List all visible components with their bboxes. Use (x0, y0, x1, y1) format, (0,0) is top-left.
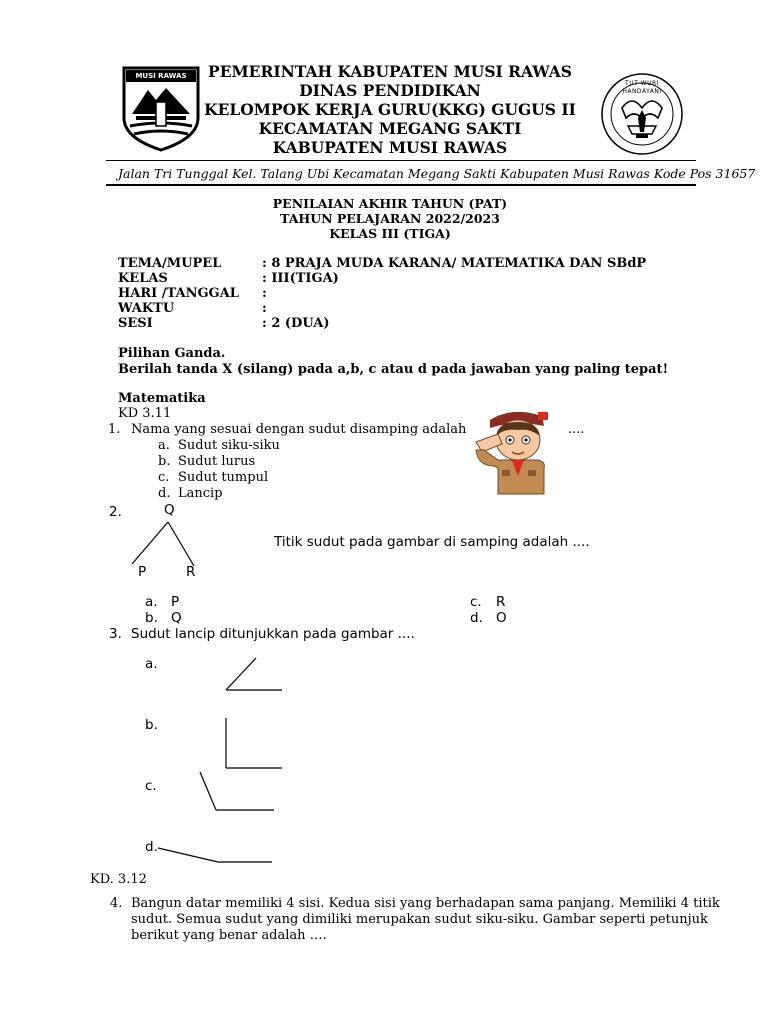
option-letter: b. (158, 454, 171, 469)
exam-class: KELAS III (TIGA) (329, 226, 451, 241)
option-text: O (496, 610, 507, 626)
scout-saluting-illustration (468, 406, 560, 498)
q2-number: 2. (109, 504, 122, 520)
q2-option-b[interactable] (145, 610, 182, 626)
info-label-hari: HARI /TANGGAL (118, 286, 239, 301)
instructions-title: Pilihan Ganda. (118, 346, 226, 361)
kd-3-11: KD 3.11 (118, 406, 172, 421)
tut-wuri-handayani-logo (600, 72, 684, 156)
q4-number: 4. (110, 896, 123, 911)
q1-option-b[interactable] (158, 454, 255, 470)
option-letter: b. (145, 610, 158, 626)
option-letter: c. (158, 470, 170, 485)
info-label-tema: TEMA/MUPEL (118, 256, 222, 271)
kd-3-12: KD. 3.12 (90, 872, 147, 887)
q2-option-d[interactable] (470, 610, 507, 626)
q2-point-r: R (186, 564, 196, 580)
q1-number: 1. (108, 422, 121, 437)
q3-option-d[interactable]: d. (145, 839, 158, 855)
q4-line-3: berikut yang benar adalah …. (131, 928, 327, 943)
q2-vertex-label: Q (164, 502, 175, 518)
option-text: Q (171, 610, 182, 626)
header-rule-bottom (106, 184, 696, 186)
q3-figure-c-obtuse-angle (198, 770, 288, 816)
option-text: Sudut siku-siku (178, 438, 280, 453)
q3-option-b[interactable]: b. (145, 717, 158, 733)
option-letter: d. (158, 486, 171, 501)
q3-figure-a-acute-angle (224, 656, 294, 696)
tut-wuri-handayani-text: TUT WURI HANDAYANI (622, 80, 662, 95)
info-value-kelas: : III(TIGA) (262, 271, 339, 286)
header-line-1: PEMERINTAH KABUPATEN MUSI RAWAS (208, 62, 572, 81)
school-address: Jalan Tri Tunggal Kel. Talang Ubi Kecamatan Megang Sakti Kabupaten Musi Rawas Kode Pos 31657 (118, 166, 756, 181)
info-value-waktu: : (262, 301, 267, 316)
header-line-2: DINAS PENDIDIKAN (299, 81, 481, 100)
q4-line-2: sudut. Semua sudut yang dimiliki merupakan sudut siku-siku. Gambar seperti petunjuk (131, 912, 708, 927)
q1-option-a[interactable] (158, 438, 280, 454)
q3-figure-d-obtuse-angle (156, 844, 286, 868)
info-value-sesi: : 2 (DUA) (262, 316, 330, 331)
option-letter: a. (145, 594, 158, 610)
option-letter: c. (470, 594, 482, 610)
q4-line-1: Bangun datar memiliki 4 sisi. Kedua sisi yang berhadapan sama panjang. Memiliki 4 titik (131, 896, 720, 911)
q3-option-c[interactable]: c. (145, 778, 157, 794)
info-label-kelas: KELAS (118, 271, 168, 286)
option-text: P (171, 594, 180, 610)
header-line-3: KELOMPOK KERJA GURU(KKG) GUGUS II (204, 100, 576, 119)
exam-title: PENILAIAN AKHIR TAHUN (PAT) (272, 196, 508, 211)
header-rule-top (106, 160, 696, 161)
option-text: Sudut tumpul (178, 470, 269, 485)
q1-text: Nama yang sesuai dengan sudut disamping adalah (131, 422, 467, 437)
q2-text: Titik sudut pada gambar di samping adalah .... (274, 534, 590, 550)
q3-figure-b-right-angle (224, 716, 294, 772)
q2-point-p: P (138, 564, 147, 580)
q3-text: Sudut lancip ditunjukkan pada gambar .... (131, 626, 415, 642)
option-text: Sudut lurus (178, 454, 256, 469)
header-line-4: KECAMATAN MEGANG SAKTI (258, 119, 522, 138)
option-text: R (496, 594, 506, 610)
regency-logo-text: MUSI RAWAS (135, 72, 187, 80)
option-text: Lancip (178, 486, 223, 501)
info-value-tema: : 8 PRAJA MUDA KARANA/ MATEMATIKA DAN SBdP (262, 256, 647, 271)
info-label-waktu: WAKTU (118, 301, 175, 316)
q3-option-a[interactable]: a. (145, 656, 158, 672)
info-label-sesi: SESI (118, 316, 153, 331)
subject-heading: Matematika (118, 391, 206, 406)
info-value-hari: : (262, 286, 267, 301)
q2-option-a[interactable] (145, 594, 179, 610)
exam-year: TAHUN PELAJARAN 2022/2023 (280, 211, 500, 226)
q1-dots: .... (568, 422, 585, 437)
option-letter: d. (470, 610, 483, 626)
instructions-text: Berilah tanda X (silang) pada a,b, c atau d pada jawaban yang paling tepat! (118, 362, 669, 377)
q3-number: 3. (109, 626, 122, 642)
q2-option-c[interactable] (470, 594, 505, 610)
q1-option-c[interactable] (158, 470, 268, 486)
q1-option-d[interactable] (158, 486, 223, 502)
header-line-5: KABUPATEN MUSI RAWAS (272, 138, 508, 157)
option-letter: a. (158, 438, 170, 453)
